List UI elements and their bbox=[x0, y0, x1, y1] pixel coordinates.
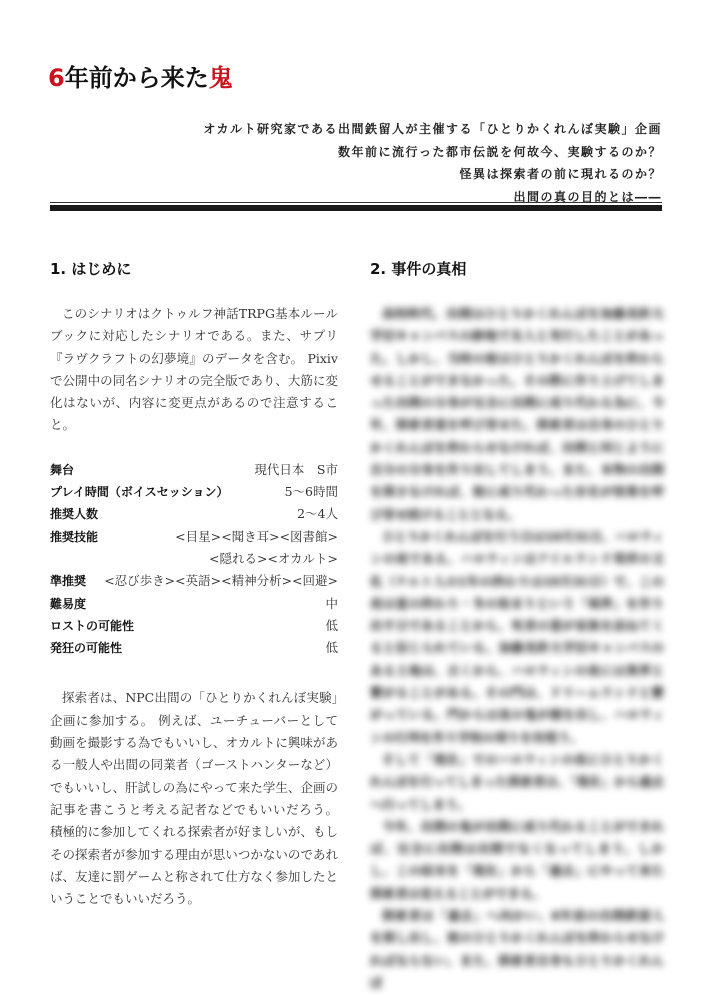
document-title bbox=[48, 58, 233, 93]
title-text: 年前から来た bbox=[64, 64, 209, 92]
info-row bbox=[50, 570, 338, 592]
info-value: 5〜6時間 bbox=[284, 484, 338, 500]
info-key: 難易度 bbox=[50, 596, 87, 611]
intro-line: オカルト研究家である出間鉄留人が主催する「ひとりかくれんぼ実験」企画 bbox=[203, 122, 662, 136]
left-column bbox=[50, 258, 338, 910]
info-row bbox=[50, 593, 338, 615]
participation-paragraph: 探索者は、NPC出間の「ひとりかくれんぼ実験」企画に参加する。 例えば、ユーチューバーとして動画を撮影する為でもいいし、オカルトに興味がある一般人や出間の同業者（ゴーストハンターなど）でもいいし、肝試しの為にやって来た学生、企画の記事を書こうと考える記者などでもいいだろう。 積極的に参加してくれる探索者が好ましいが、もしその探索者が参加する理由が思いつかないのであれば、友達に罰ゲームと称されて仕方なく参加したということでもいいだろう。 bbox=[50, 690, 338, 907]
redacted-text-block bbox=[370, 303, 664, 994]
info-value: <隠れる><オカルト> bbox=[208, 550, 338, 566]
info-key: 推奨人数 bbox=[50, 507, 99, 522]
header-rule-thick bbox=[50, 205, 662, 211]
intro-block bbox=[203, 118, 662, 208]
info-row-continuation bbox=[50, 548, 338, 570]
intro-paragraph: このシナリオはクトゥルフ神話TRPG基本ルールブックに対応したシナリオである。また、サプリ『ラヴクラフトの幻夢境』のデータを含む。 Pixivで公開中の同名シナリオの完全版であり、大筋に変化はないが、内容に変更点があるので注意すること。 bbox=[50, 306, 338, 433]
info-value: <忍び歩き><英語><精神分析><回避> bbox=[104, 573, 338, 589]
info-row bbox=[50, 526, 338, 548]
scenario-info-table bbox=[50, 459, 338, 660]
info-row bbox=[50, 615, 338, 637]
info-key: 発狂の可能性 bbox=[50, 641, 123, 656]
info-value: <目星><聞き耳><図書館> bbox=[175, 528, 338, 544]
intro-line: 数年前に流行った都市伝説を何故今、実験するのか？ bbox=[337, 144, 662, 159]
header-rule-thin bbox=[50, 202, 662, 203]
info-value: 現代日本 S市 bbox=[254, 461, 338, 477]
info-value: 2〜4人 bbox=[297, 506, 338, 522]
redacted-paragraph: 今年、出間の鬼が出間に成り代わることができれば、完全に出間は出間でなくなってしまう。しかし、この結末を「現在」から「過去」にやって来た探索者は変えることができる。 bbox=[370, 818, 664, 901]
info-value: 中 bbox=[325, 595, 338, 611]
info-row bbox=[50, 481, 338, 503]
redacted-paragraph: 高校時代、出間はひとりかくれんぼを加藤美鈴大学旧キャンパスの跡地で友人と実行したことがあった。しかし、当時の彼はひとりかくれんぼを終わらせることができなかった。その際に作り上げてしまった出間の分身が完全に出間に成り代わる為に、今年、探索者達を呼び寄せた。探索者は自身のひとりかくれんぼを終わらせなければ、出間と同じように自分の分身を作り出してしまう。また、本物の出間を探さなければ、彼に成り代わった存在が怪異を呼び寄せ続けることとなる。 bbox=[370, 306, 664, 522]
info-row bbox=[50, 459, 338, 481]
right-column bbox=[370, 258, 664, 994]
info-row bbox=[50, 503, 338, 525]
intro-line: 怪異は探索者の前に現れるのか？ bbox=[459, 167, 662, 181]
info-value: 低 bbox=[325, 640, 338, 656]
title-accent-kanji: 鬼 bbox=[208, 64, 233, 92]
title-accent-number: 6 bbox=[48, 64, 65, 92]
intro-line: 出間の真の目的とは―― bbox=[513, 189, 662, 204]
redacted-paragraph: ひとりかくれんぼを行う日は10月31日、ハロウィンの夜である。ハロウィンはアイルランド発祥の文化（ケルト人の1年の終わりは10月31日）で、この夜は夏の終わり・冬の始まりという「境界」を作り出す日であることから、死者の霊が家族を訪ねてくると信じられている。加藤美鈴大学旧キャンパスのある土地は、古くから、ハロウィンの夜には異界と繋がることがある。その門は、ドリームランドと繋がっている。門からは夜の鬼が顔を出し、ハロウィンの行列を作り学校の周りを彷徨う。 bbox=[370, 528, 664, 745]
info-value: 低 bbox=[325, 617, 338, 633]
section-heading-introduction: 1. はじめに bbox=[50, 260, 132, 278]
redacted-paragraph: 探索者は「過去」へ向かい、6年前の出間鉄留人を探し出し、彼のひとりかくれんぼを終わらせなければならない。また、探索者自身もひとりかくれんぼ bbox=[370, 908, 664, 990]
info-row bbox=[50, 637, 338, 659]
section-heading-truth: 2. 事件の真相 bbox=[370, 260, 467, 278]
info-key: プレイ時間（ボイスセッション） bbox=[50, 485, 229, 500]
info-key: 舞台 bbox=[50, 462, 75, 477]
info-key: 推奨技能 bbox=[50, 529, 99, 544]
info-key: 準推奨 bbox=[50, 574, 87, 589]
redacted-paragraph: そして「現在」でのハロウィンの夜にひとりかくれんぼを行ってしまった探索者は、「現在」から過去へ行ってしまう。 bbox=[370, 751, 664, 812]
info-key: ロストの可能性 bbox=[50, 618, 135, 633]
